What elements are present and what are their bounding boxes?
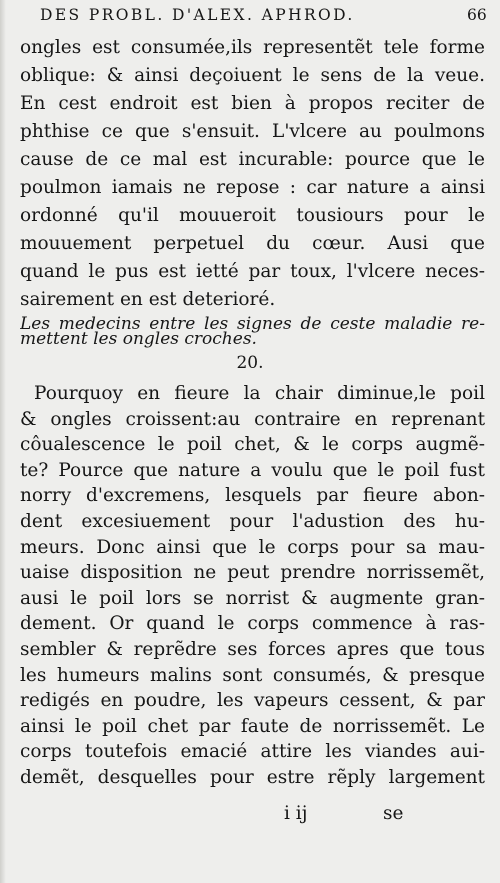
text-line: sairement en est deterioré. <box>20 289 276 310</box>
text-line: te? Pource que nature a voulu que le poil fust <box>20 459 485 481</box>
text-line: dent excesiuement pour l'adustion des hu- <box>20 511 485 532</box>
page-number: 66 <box>467 6 487 24</box>
text-line: ongles est consumée,ils representẽt tele forme <box>20 37 485 58</box>
text-line: meurs. Donc ainsi que le corps pour sa mau- <box>20 536 485 558</box>
text-line: En cest endroit est bien à propos reciter de <box>20 93 485 114</box>
marginal-note-line: Les medecins entre les signes de ceste maladie re- <box>20 314 485 334</box>
text-line: corps toutefois emacié attire les viandes aui- <box>20 741 485 763</box>
text-line: redigés en poudre, les vapeurs cessent, & par <box>20 690 485 712</box>
text-line: sembler & reprẽdre ses forces apres que tous <box>20 639 485 660</box>
text-line: ausi le poil lors se norrist & augmente gran- <box>20 587 485 609</box>
page-footer <box>0 803 500 833</box>
text-line: norry d'excremens, lesquels par fieure abon- <box>20 485 485 507</box>
text-line: quand le pus est ietté par toux, l'vlcere neces- <box>20 261 485 282</box>
running-head: DES PROBL. D'ALEX. APHROD. <box>40 6 355 24</box>
text-line: poulmon iamais ne repose : car nature a ainsi <box>20 177 485 198</box>
text-line: ordonné qu'il mouueroit tousiours pour le <box>20 205 485 226</box>
text-line: côualescence le poil chet, & le corps augmẽ- <box>20 434 485 456</box>
text-line: demẽt, desquelles pour estre rẽply largement <box>20 767 485 788</box>
text-line: Pourquoy en fieure la chair diminue,le poil <box>34 383 485 404</box>
binding-edge <box>0 0 6 883</box>
page-header <box>0 0 500 38</box>
section-number: 20. <box>236 353 264 373</box>
signature-mark: i ij <box>284 803 308 824</box>
text-line: uaise disposition ne peut prendre norrissemẽt, <box>20 562 485 584</box>
catchword: se <box>383 803 404 824</box>
text-line: les humeurs malins sont consumés, & presque <box>20 664 485 686</box>
text-line: cause de ce mal est incurable: pource que le <box>20 149 485 170</box>
text-line: phthise ce que s'ensuit. L'vlcere au poulmons <box>20 121 485 142</box>
marginal-note-line: mettent les ongles croches. <box>20 329 257 349</box>
text-line: ainsi le poil chet par faute de norrissemẽt. Le <box>20 715 485 737</box>
text-line: oblique: & ainsi deçoiuent le sens de la veue. <box>20 65 485 86</box>
text-line: & ongles croissent:au contraire en reprenant <box>20 408 485 430</box>
text-line: dement. Or quand le corps commence à ras- <box>20 613 485 635</box>
text-line: mouuement perpetuel du cœur. Ausi que <box>20 233 485 254</box>
